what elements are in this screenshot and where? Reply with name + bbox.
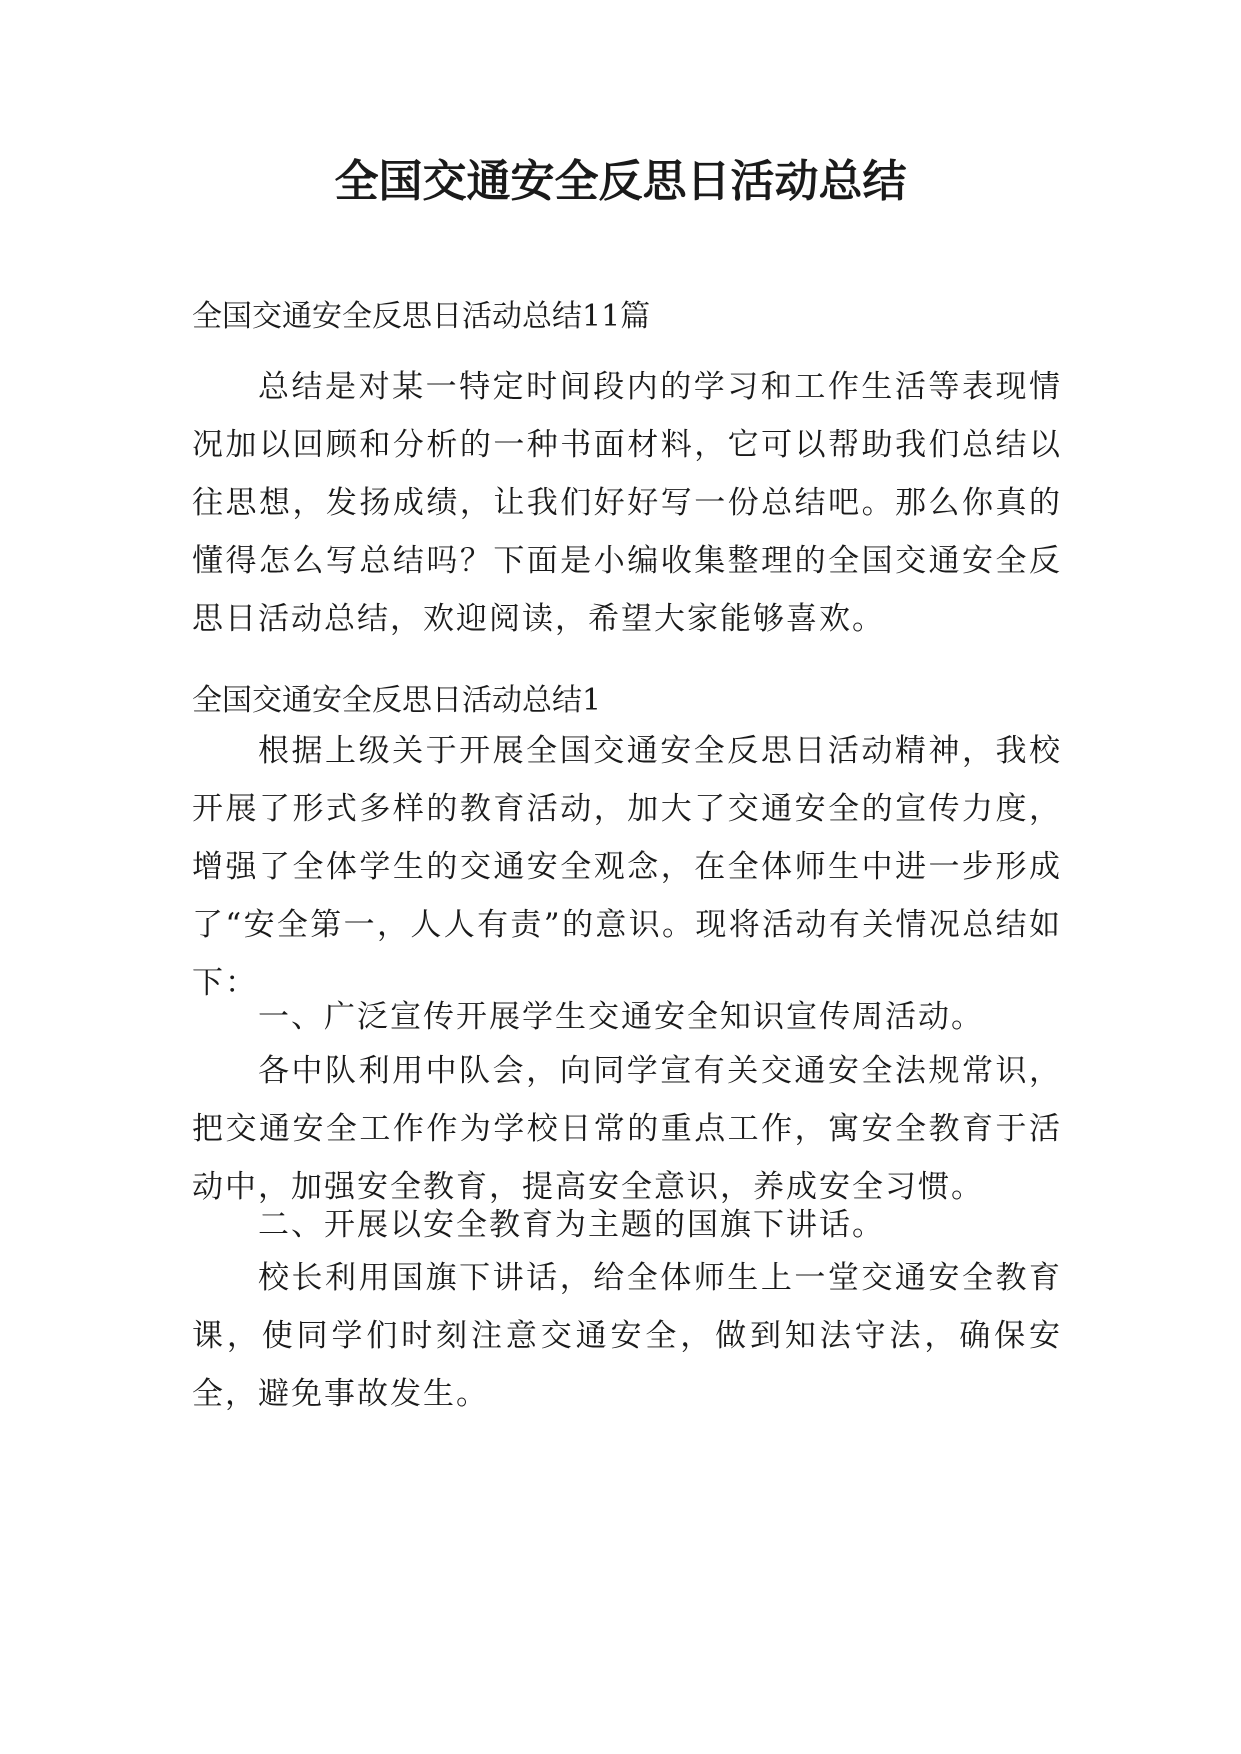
document-subtitle: 全国交通安全反思日活动总结11篇 bbox=[192, 299, 651, 334]
document-title: 全国交通安全反思日活动总结 bbox=[334, 156, 907, 207]
body-paragraph-4: 二、开展以安全教育为主题的国旗下讲话。 bbox=[258, 1207, 885, 1243]
intro-paragraph: 总结是对某一特定时间段内的学习和工作生活等表现情况加以回顾和分析的一种书面材料，它可以帮助我们总结以往思想，发扬成绩，让我们好好写一份总结吧。那么你真的懂得怎么写总结吗？下面是小编收集整理的全国交通安全反思日活动总结，欢迎阅读，希望大家能够喜欢。 bbox=[192, 369, 1062, 637]
body-paragraph-3: 各中队利用中队会，向同学宣有关交通安全法规常识，把交通安全工作作为学校日常的重点工作，寓安全教育于活动中，加强安全教育，提高安全意识，养成安全习惯。 bbox=[192, 1053, 1062, 1205]
body-paragraph-5: 校长利用国旗下讲话，给全体师生上一堂交通安全教育课，使同学们时刻注意交通安全，做到知法守法，确保安全，避免事故发生。 bbox=[192, 1260, 1062, 1412]
section-heading-1: 全国交通安全反思日活动总结1 bbox=[192, 683, 602, 718]
body-paragraph-2: 一、广泛宣传开展学生交通安全知识宣传周活动。 bbox=[258, 999, 984, 1035]
body-paragraph-1: 根据上级关于开展全国交通安全反思日活动精神，我校开展了形式多样的教育活动，加大了交通安全的宣传力度，增强了全体学生的交通安全观念，在全体师生中进一步形成了“安全第一，人人有责”的意识。现将活动有关情况总结如下： bbox=[192, 733, 1062, 1001]
